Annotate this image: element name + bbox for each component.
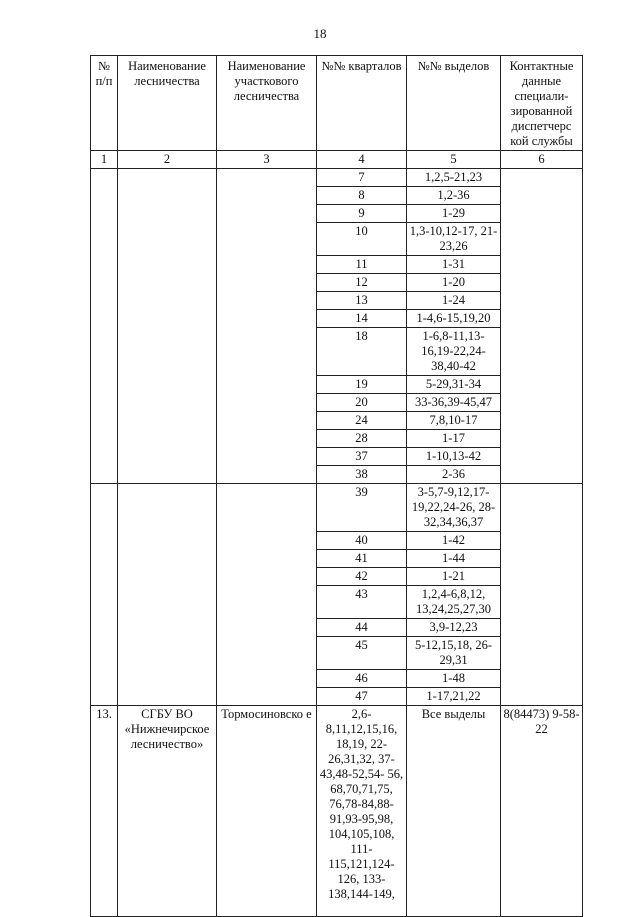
sections-list: Все выделы [407, 706, 501, 917]
quarter-cell: 14 [317, 310, 407, 328]
empty-contacts-cell [501, 169, 583, 484]
sections-cell: 1-10,13-42 [407, 448, 501, 466]
sections-cell: 3,9-12,23 [407, 619, 501, 637]
quarter-cell: 13 [317, 292, 407, 310]
quarter-cell: 7 [317, 169, 407, 187]
sections-cell: 3-5,7-9,12,17- 19,22,24-26, 28-32,34,36,37 [407, 484, 501, 532]
group-a [91, 169, 583, 484]
header-quarters: №№ кварталов [317, 56, 407, 151]
quarter-cell: 12 [317, 274, 407, 292]
empty-num-cell [91, 484, 118, 706]
quarter-cell: 11 [317, 256, 407, 274]
row-13-group [91, 706, 583, 917]
quarter-cell: 38 [317, 466, 407, 484]
quarter-cell: 43 [317, 586, 407, 619]
sections-cell: 1-48 [407, 670, 501, 688]
col-number: 5 [407, 151, 501, 169]
sections-cell: 2-36 [407, 466, 501, 484]
quarter-cell: 46 [317, 670, 407, 688]
quarter-cell: 39 [317, 484, 407, 532]
forestry-table [90, 55, 583, 917]
contact-data: 8(84473) 9-58-22 [501, 706, 583, 917]
quarter-cell: 47 [317, 688, 407, 706]
sections-cell: 5-12,15,18, 26-29,31 [407, 637, 501, 670]
sections-cell: 1-17,21,22 [407, 688, 501, 706]
col-number: 4 [317, 151, 407, 169]
forestry-name: СГБУ ВО «Нижнечирское лесничество» [118, 706, 217, 917]
sections-cell: 1,2,5-21,23 [407, 169, 501, 187]
quarter-cell: 18 [317, 328, 407, 376]
quarter-cell: 42 [317, 568, 407, 586]
sections-cell: 1,3-10,12-17, 21-23,26 [407, 223, 501, 256]
table-row [91, 706, 583, 917]
sections-cell: 1-4,6-15,19,20 [407, 310, 501, 328]
sections-cell: 1-42 [407, 532, 501, 550]
empty-contacts-cell [501, 484, 583, 706]
header-num: № п/п [91, 56, 118, 151]
quarters-list: 2,6- 8,11,12,15,16, 18,19, 22- 26,31,32, 37- 43,48-52,54- 56, 68,70,71,75, 76,78-84,88- 91,93-95,98, 104,105,108, 111- 115,121,124- 126, 133- 138,144-149, [317, 706, 407, 917]
quarter-cell: 41 [317, 550, 407, 568]
col-number: 6 [501, 151, 583, 169]
empty-forestry-cell [118, 169, 217, 484]
sections-cell: 1-31 [407, 256, 501, 274]
table-row [91, 484, 583, 532]
quarter-cell: 45 [317, 637, 407, 670]
sections-cell: 1-21 [407, 568, 501, 586]
quarter-cell: 24 [317, 412, 407, 430]
empty-district-cell [217, 484, 317, 706]
numbering-row [91, 151, 583, 169]
group-b [91, 484, 583, 706]
sections-cell: 1,2,4-6,8,12, 13,24,25,27,30 [407, 586, 501, 619]
empty-forestry-cell [118, 484, 217, 706]
sections-cell: 33-36,39-45,47 [407, 394, 501, 412]
empty-num-cell [91, 169, 118, 484]
sections-cell: 1-20 [407, 274, 501, 292]
sections-cell: 1-29 [407, 205, 501, 223]
page-number: 18 [313, 26, 327, 41]
header-row [91, 56, 583, 151]
quarter-cell: 28 [317, 430, 407, 448]
header-contacts: Контактные данные специали- зированной диспетчерс кой службы [501, 56, 583, 151]
table-row [91, 169, 583, 187]
quarter-cell: 10 [317, 223, 407, 256]
sections-cell: 1-17 [407, 430, 501, 448]
empty-district-cell [217, 169, 317, 484]
col-number: 3 [217, 151, 317, 169]
sections-cell: 7,8,10-17 [407, 412, 501, 430]
district-name: Тормосиновско е [217, 706, 317, 917]
header-district: Наименование участкового лесничества [217, 56, 317, 151]
col-number: 1 [91, 151, 118, 169]
sections-cell: 1-44 [407, 550, 501, 568]
quarter-cell: 44 [317, 619, 407, 637]
quarter-cell: 40 [317, 532, 407, 550]
row-number: 13. [91, 706, 118, 917]
sections-cell: 1-6,8-11,13- 16,19-22,24- 38,40-42 [407, 328, 501, 376]
quarter-cell: 8 [317, 187, 407, 205]
sections-cell: 1,2-36 [407, 187, 501, 205]
quarter-cell: 9 [317, 205, 407, 223]
header-sections: №№ выделов [407, 56, 501, 151]
quarter-cell: 37 [317, 448, 407, 466]
sections-cell: 1-24 [407, 292, 501, 310]
header-forestry: Наименование лесничества [118, 56, 217, 151]
quarter-cell: 20 [317, 394, 407, 412]
sections-cell: 5-29,31-34 [407, 376, 501, 394]
col-number: 2 [118, 151, 217, 169]
quarter-cell: 19 [317, 376, 407, 394]
